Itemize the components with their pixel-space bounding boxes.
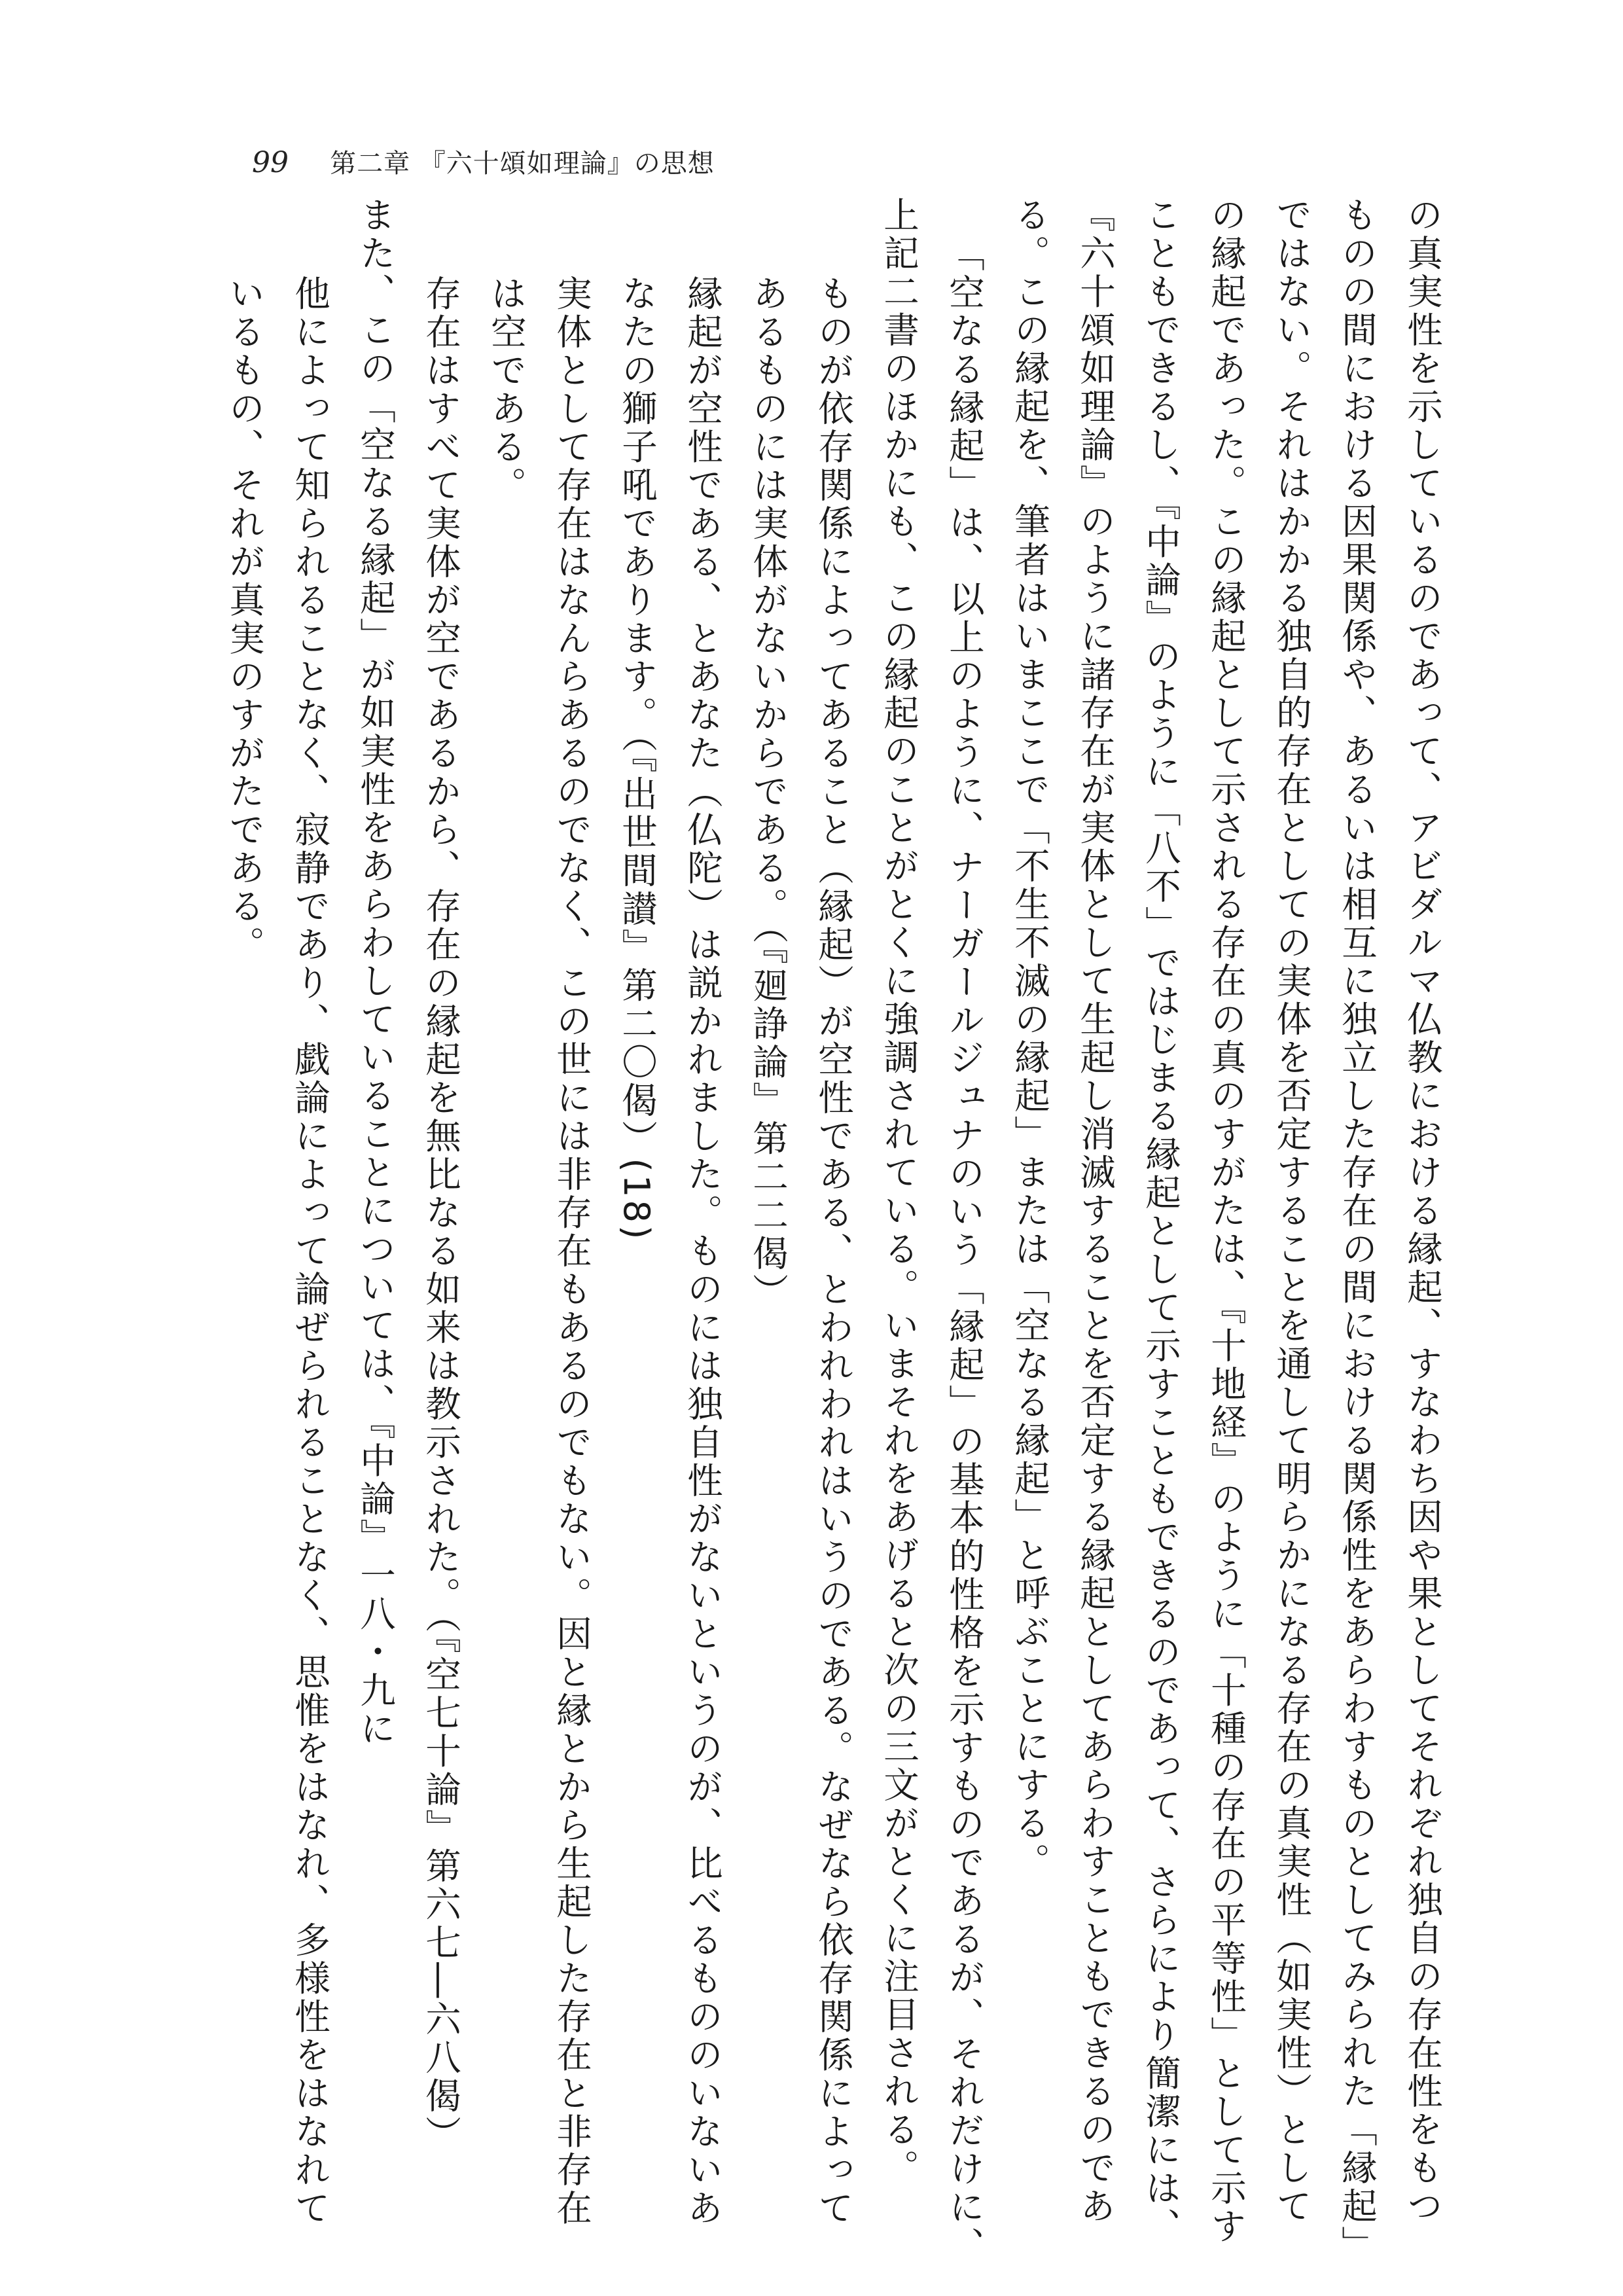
page-header xyxy=(252,143,715,180)
quote-line: いるもの、それが真実のすがたである。 xyxy=(223,275,265,964)
quote-line: 実体として存在はなんらあるのでなく、この世には非存在もあるのでもない。因と縁とから生起した存在と非存在 xyxy=(550,275,592,2228)
text-line: る。この縁起を、筆者はいまここで「不生不滅の縁起」または「空なる縁起」と呼ぶことにする。 xyxy=(1008,196,1050,1881)
quote-line: は空である。 xyxy=(485,275,527,505)
text-line: ものの間における因果関係や、あるいは相互に独立した存在の間における関係性をあらわすものとしてみられた「縁起」 xyxy=(1336,196,1378,2264)
text-line: 『六十頌如理論』のように諸存在が実体として生起し消滅することを否定する縁起としてあらわすこともできるのであ xyxy=(1074,196,1116,2226)
quote-line: 縁起が空性である、とあなた（仏陀）は説かれました。ものには独自性がないというのが、比べるもののいないあ xyxy=(681,275,723,2228)
running-title: 第二章 『六十頌如理論』の思想 xyxy=(330,149,715,179)
text-line: ではない。それはかかる独自的存在としての実体を否定することを通して明らかになる存在の真実性（如実性）として xyxy=(1270,196,1312,2226)
quote-line: 他によって知られることなく、寂静であり、戯論によって論ぜられることなく、思惟をはなれ、多様性をはなれて xyxy=(289,275,330,2228)
page-number: 99 xyxy=(252,146,289,179)
quote-line: あるものには実体がないからである。（『廻諍論』第二二偈） xyxy=(747,275,789,1312)
text-line: また、この「空なる縁起」が如実性をあらわしていることについては、『中論』一八・九に xyxy=(354,196,396,1749)
quote-line: なたの獅子吼であります。（『出世間讃』第二〇偈）(18) xyxy=(616,275,658,1242)
quote-line: 存在はすべて実体が空であるから、存在の縁起を無比なる如来は教示された。（『空七十論』第六七―六八偈） xyxy=(419,275,461,2154)
quote-line: ものが依存関係によってあること（縁起）が空性である、とわれわれはいうのである。なぜなら依存関係によって xyxy=(812,275,854,2228)
text-line: こともできるし、『中論』のように「八不」ではじまる縁起として示すこともできるのであって、さらにより簡潔には、 xyxy=(1139,196,1181,2246)
text-line: の縁起であった。この縁起として示される存在の真のすがたは、『十地経』のように「十種の存在の平等性」として示す xyxy=(1205,196,1247,2246)
text-line: 上記二書のほかにも、この縁起のことがとくに強調されている。いまそれをあげると次の三文がとくに注目される。 xyxy=(878,196,919,2187)
text-line: 「空なる縁起」は、以上のように、ナーガールジュナのいう「縁起」の基本的性格を示すものであるが、それだけに、 xyxy=(943,236,985,2265)
text-line: の真実性を示しているのであって、アビダルマ仏教における縁起、すなわち因や果としてそれぞれ独自の存在性をもつ xyxy=(1401,196,1443,2226)
vertical-text-body xyxy=(157,196,1443,2265)
